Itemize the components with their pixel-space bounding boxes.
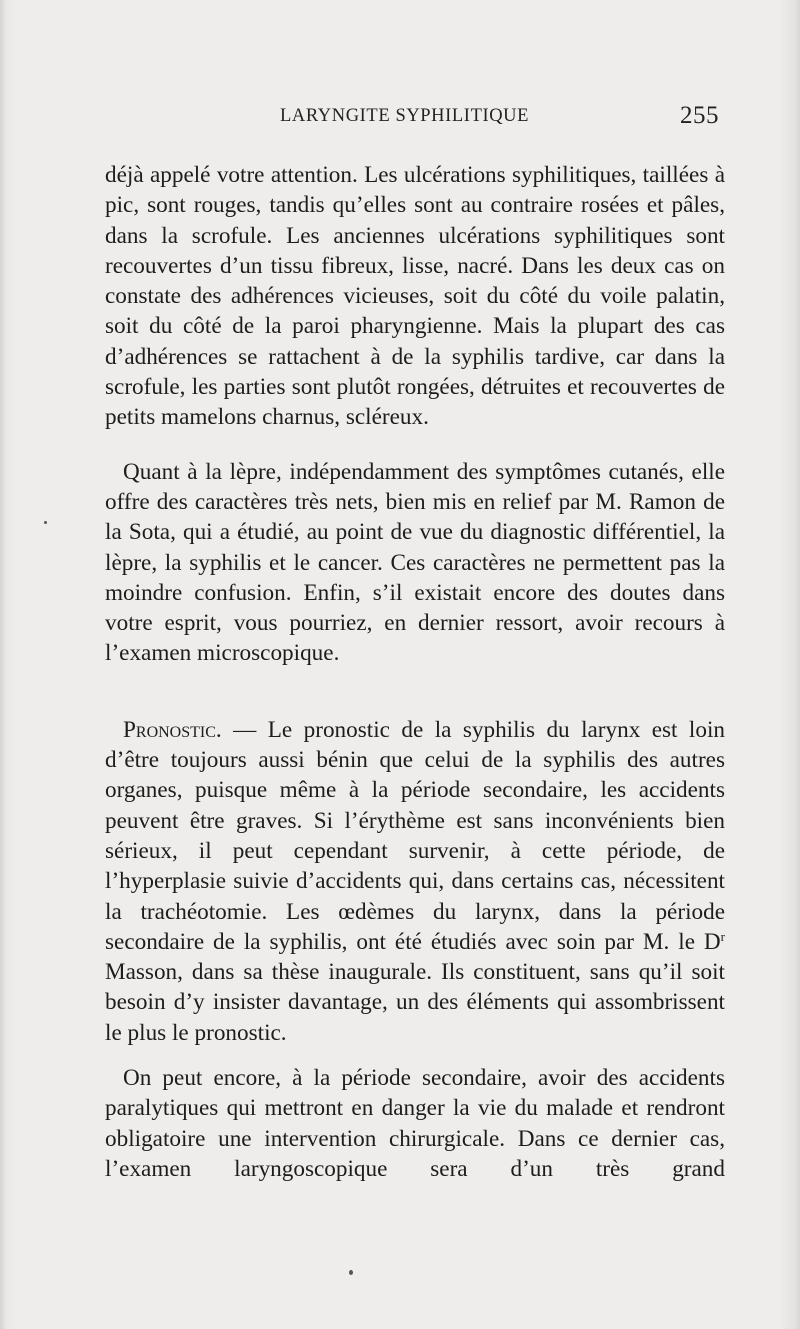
body-text bbox=[105, 160, 725, 1184]
paragraph-text-continued: Masson, dans sa thèse inaugurale. Ils constituent, sans qu’il soit besoin d’y insister davantage, un des éléments qui assombrissent le plus le pronostic. bbox=[105, 959, 725, 1046]
paragraph-ulcerations bbox=[105, 160, 725, 433]
paragraph-accidents-paralytiques bbox=[105, 1063, 725, 1184]
paper-speck bbox=[44, 521, 47, 524]
running-title: LARYNGITE SYPHILITIQUE bbox=[280, 106, 530, 126]
paragraph-text: Quant à la lèpre, indépendamment des symptômes cutanés, elle offre des caractères très nets, bien mis en relief par M. Ramon de la Sota, qui a étudié, au point de vue du diagnostic différentiel, la lèpre, la syphilis et le cancer. Ces caractères ne permettent pas la moindre confusion. Enfin, s’il existait encore des doutes dans votre esprit, vous pourriez, en dernier ressort, avoir recours à l’examen microscopique. bbox=[105, 458, 725, 667]
paper-speck bbox=[349, 1270, 353, 1275]
page-number: 255 bbox=[680, 102, 719, 129]
superscript-r: r bbox=[720, 928, 725, 944]
section-lead-pronostic: Pronostic. bbox=[123, 716, 222, 743]
running-header bbox=[103, 102, 723, 136]
paragraph-text: déjà appelé votre attention. Les ulcérations syphilitiques, taillées à pic, sont rouges, tandis qu’elles sont au contraire rosées et pâles, dans la scrofule. Les anciennes ulcérations syphilitiques sont recouvertes d’un tissu fibreux, lisse, nacré. Dans les deux cas on constate des adhérences vicieuses, soit du côté du voile palatin, soit du côté de la paroi pharyngienne. Mais la plupart des cas d’adhérences se rattachent à de la syphilis tardive, car dans la scrofule, les parties sont plutôt rongées, détruites et recouvertes de petits mamelons charnus, scléreux. bbox=[105, 162, 725, 431]
paragraph-text: — Le pronostic de la syphilis du larynx est loin d’être toujours aussi bénin que celui de la syphilis des autres organes, puisque même à la période secondaire, les accidents peuvent être graves. Si l’érythème est sans inconvénients bien sérieux, il peut cependant survenir, à cette période, de l’hyperplasie suivie d’accidents qui, dans certains cas, nécessitent la trachéotomie. Les œdèmes du larynx, dans la période secondaire de la syphilis, ont été étudiés avec soin par M. le D bbox=[105, 716, 725, 955]
paragraph-lepre bbox=[105, 457, 725, 669]
paragraph-pronostic bbox=[105, 715, 725, 1048]
paragraph-text: On peut encore, à la période secondaire, avoir des accidents paralytiques qui mettront en danger la vie du malade et rendront obligatoire une intervention chirurgicale. Dans ce dernier cas, l’examen laryngoscopique sera d’un très grand bbox=[105, 1065, 725, 1182]
